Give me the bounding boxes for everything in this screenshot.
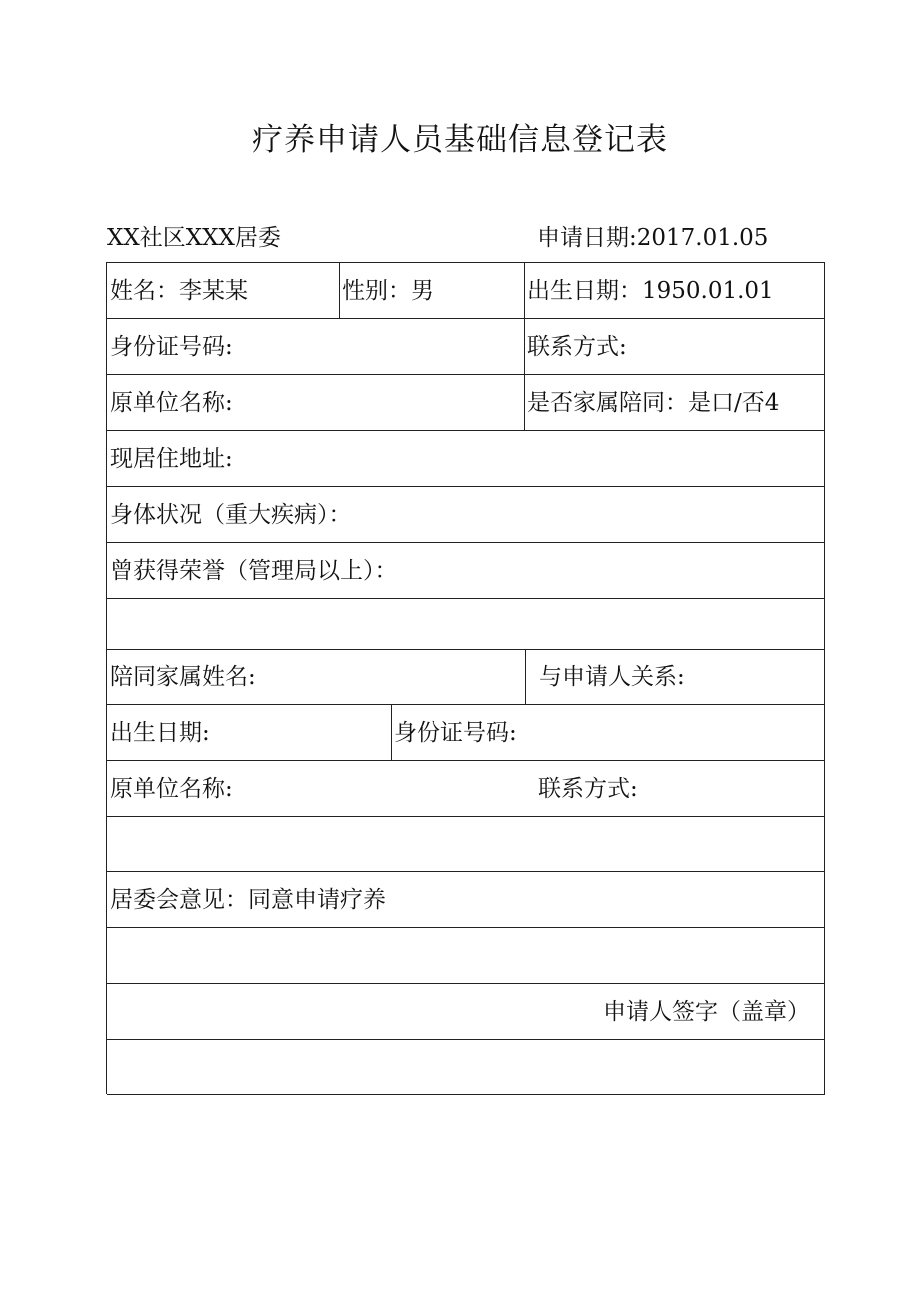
contact-field: 联系方式: — [527, 333, 627, 360]
family-name-field: 陪同家属姓名: — [110, 664, 256, 690]
form-row-honors — [107, 543, 825, 599]
family-accompany-cell — [525, 375, 825, 430]
name-cell — [107, 263, 340, 318]
form-row-id-contact — [107, 319, 825, 375]
address-cell — [107, 431, 825, 486]
id-number-field: 身份证号码: — [110, 333, 233, 360]
honors-field: 曾获得荣誉（管理局以上）： — [110, 557, 398, 584]
address-field: 现居住地址: — [110, 445, 233, 472]
id-number-cell — [107, 319, 525, 374]
organization-name: XX社区XXX居委 — [107, 225, 281, 251]
form-row-unit-family — [107, 375, 825, 431]
family-id-number-cell — [392, 705, 825, 760]
form-row-address — [107, 431, 825, 487]
health-cell — [107, 487, 825, 542]
family-unit-contact-cell — [107, 761, 825, 816]
form-row-health — [107, 487, 825, 543]
name-field: 姓名：李某某 — [110, 277, 248, 304]
birth-date-cell — [525, 263, 825, 318]
blank-cell — [107, 1040, 825, 1094]
committee-opinion-field: 居委会意见：同意申请疗养 — [110, 886, 386, 913]
registration-form — [106, 262, 825, 1094]
family-name-cell — [107, 650, 526, 704]
signature-cell — [107, 984, 825, 1039]
form-row-family-unit-contact — [107, 761, 825, 817]
blank-cell — [107, 599, 825, 649]
form-row-blank — [107, 599, 825, 650]
application-date: 申请日期:2017.01.05 — [537, 225, 769, 251]
family-accompany-field: 是否家属陪同：是口/否4 — [527, 389, 780, 416]
form-row-blank — [107, 1040, 825, 1095]
gender-field: 性别：男 — [342, 277, 434, 304]
family-id-number-field: 身份证号码: — [394, 719, 517, 746]
family-contact-field: 联系方式: — [538, 775, 638, 802]
form-row-family-birth-id — [107, 705, 825, 761]
contact-cell — [525, 319, 825, 374]
birth-date-field: 出生日期：1950.01.01 — [527, 277, 774, 304]
family-former-unit-field: 原单位名称: — [110, 775, 233, 802]
former-unit-cell — [107, 375, 525, 430]
relation-cell — [526, 650, 825, 704]
honors-cell — [107, 543, 825, 598]
form-row-blank — [107, 817, 825, 872]
form-row-committee-opinion — [107, 872, 825, 928]
form-row-blank — [107, 928, 825, 984]
form-row-signature — [107, 984, 825, 1040]
relation-field: 与申请人关系: — [539, 664, 685, 690]
health-field: 身体状况（重大疾病）： — [110, 501, 352, 528]
signature-label: 申请人签字（盖章） — [603, 998, 810, 1025]
family-birth-date-cell — [107, 705, 392, 760]
committee-opinion-cell — [107, 872, 825, 927]
form-row-family-name — [107, 650, 825, 705]
family-birth-date-field: 出生日期: — [110, 719, 210, 746]
blank-cell — [107, 817, 825, 871]
former-unit-field: 原单位名称: — [110, 389, 233, 416]
gender-cell — [340, 263, 525, 318]
form-title: 疗养申请人员基础信息登记表 — [252, 122, 668, 158]
form-row-basic-info — [107, 263, 825, 319]
blank-cell — [107, 928, 825, 983]
